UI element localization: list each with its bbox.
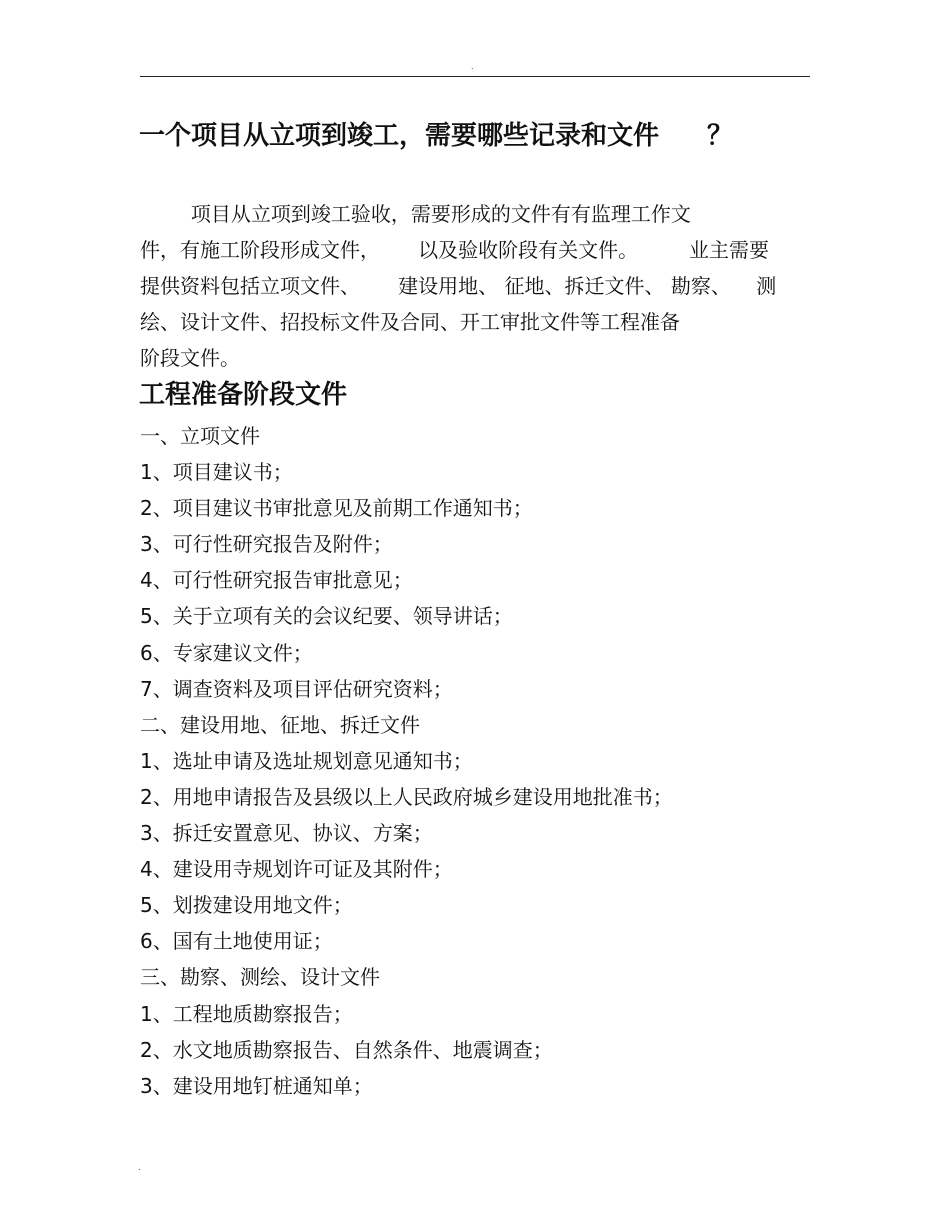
list-item: 1、工程地质勘察报告； bbox=[140, 1001, 353, 1026]
list-item: 4、可行性研究报告审批意见； bbox=[140, 568, 413, 593]
document-title bbox=[139, 118, 733, 154]
intro-line: 绘、设计文件、招投标文件及合同、开工审批文件等工程准备 bbox=[140, 310, 680, 334]
section-heading: 工程准备阶段文件 bbox=[139, 380, 348, 410]
list-subheading: 一、立项文件 bbox=[140, 424, 260, 448]
footer-mark: . bbox=[138, 1163, 141, 1172]
list-item: 5、关于立项有关的会议纪要、领导讲话； bbox=[140, 604, 513, 629]
list-item: 6、国有土地使用证； bbox=[140, 929, 333, 954]
list-item: 1、项目建议书； bbox=[140, 460, 293, 485]
intro-line: 提供资料包括立项文件、 建设用地、 征地、拆迁文件、 勘察、 测 bbox=[140, 274, 777, 298]
list-item: 6、专家建议文件； bbox=[140, 640, 313, 665]
intro-line: 阶段文件。 bbox=[140, 346, 240, 370]
list-subheading: 三、勘察、测绘、设计文件 bbox=[140, 965, 380, 990]
title-question-mark: ？ bbox=[707, 121, 734, 151]
intro-line: 项目从立项到竣工验收，需要形成的文件有有监理工作文 bbox=[140, 202, 691, 226]
list-item: 2、用地申请报告及县级以上人民政府城乡建设用地批准书； bbox=[140, 784, 673, 809]
list-subheading: 二、建设用地、征地、拆迁文件 bbox=[140, 712, 420, 737]
list-item: 3、可行性研究报告及附件； bbox=[140, 532, 393, 557]
list-item: 7、调查资料及项目评估研究资料； bbox=[140, 676, 453, 701]
list-item: 3、拆迁安置意见、协议、方案； bbox=[140, 821, 433, 846]
list-item: 4、建设用寺规划许可证及其附件； bbox=[140, 857, 453, 882]
list-item: 3、建设用地钉桩通知单； bbox=[140, 1073, 373, 1098]
header-mark: . bbox=[471, 62, 474, 71]
intro-paragraph bbox=[140, 196, 820, 376]
list-item: 1、选址申请及选址规划意见通知书； bbox=[140, 748, 473, 773]
intro-line: 件，有施工阶段形成文件， 以及验收阶段有关文件。 业主需要 bbox=[140, 238, 770, 262]
title-text: 一个项目从立项到竣工，需要哪些记录和文件 bbox=[139, 121, 660, 151]
list-item: 2、水文地质勘察报告、自然条件、地震调查； bbox=[140, 1037, 553, 1062]
document-list bbox=[140, 418, 820, 1104]
header-rule bbox=[140, 76, 810, 77]
list-item: 2、项目建议书审批意见及前期工作通知书； bbox=[140, 496, 533, 521]
list-item: 5、划拨建设用地文件； bbox=[140, 893, 353, 918]
